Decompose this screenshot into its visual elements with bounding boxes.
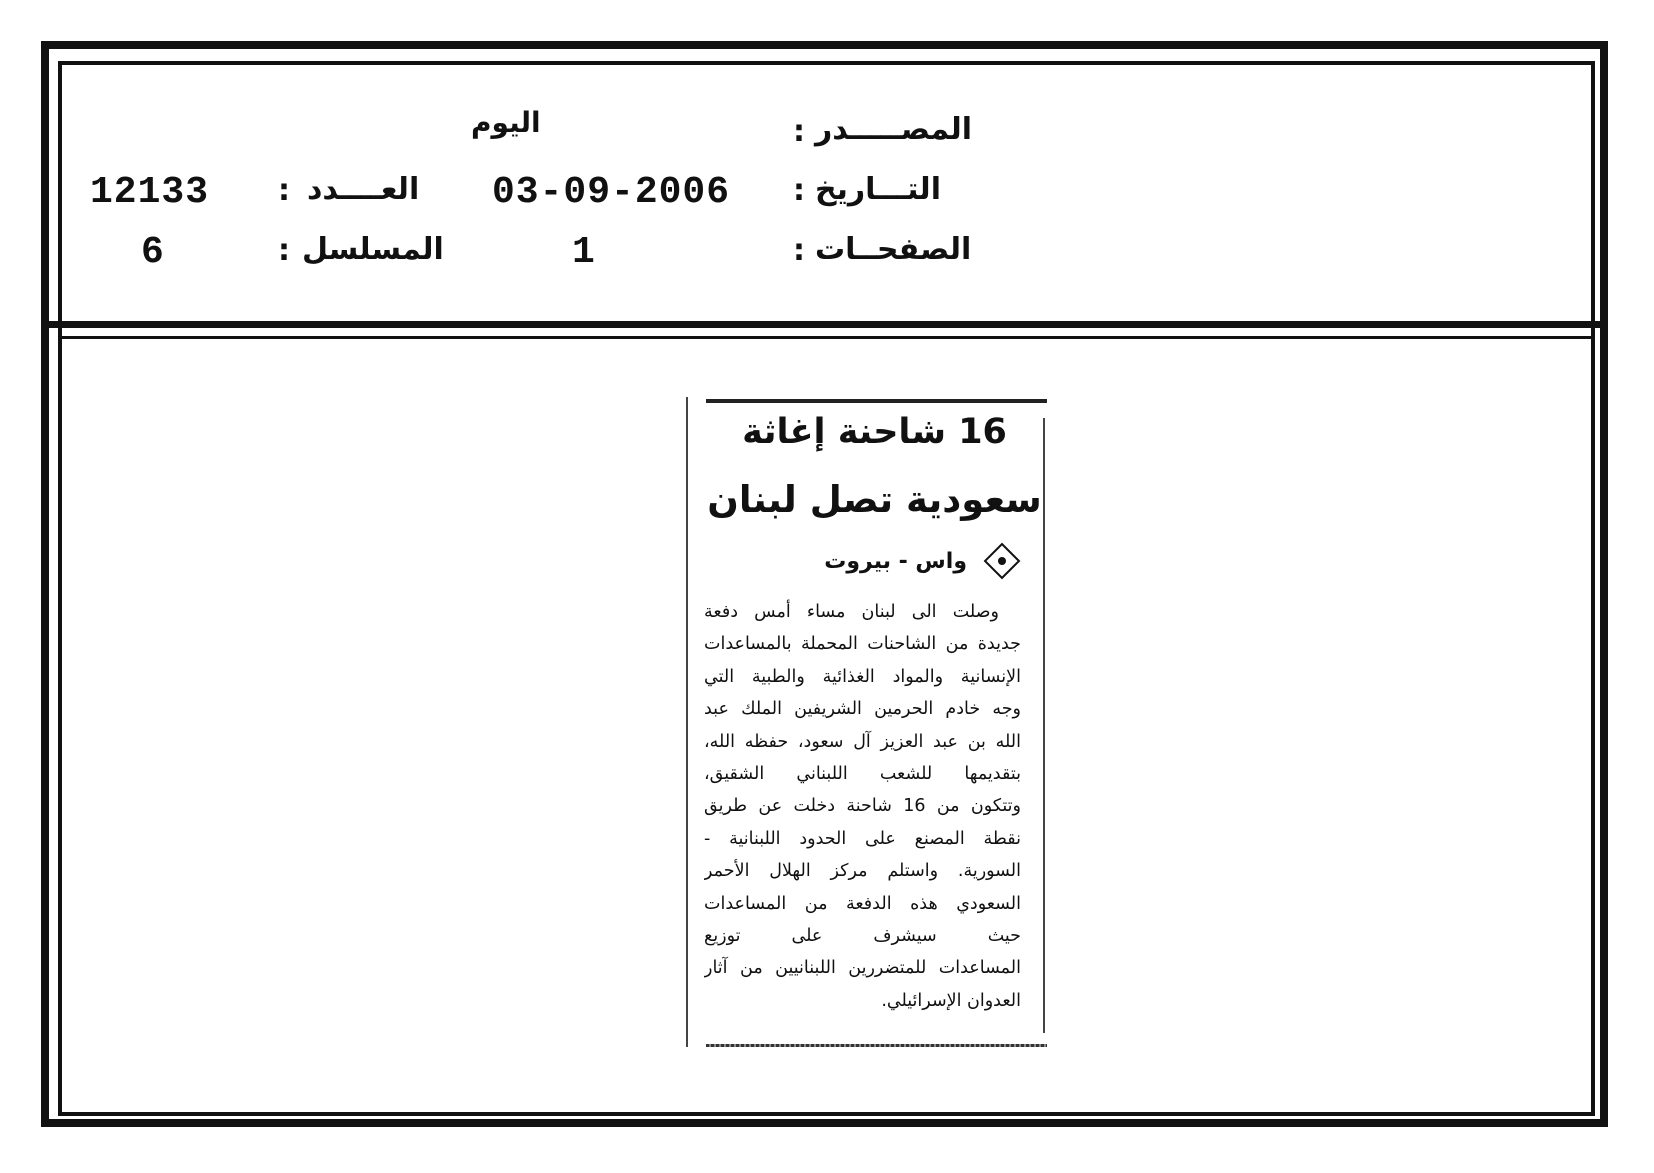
article-top-rule [706,399,1047,403]
article-body-line: وصلت الى لبنان مساء أمس دفعة [704,602,999,622]
article-dateline [790,548,1015,574]
article-body-line: العدوان الإسرائيلي. [881,990,1021,1011]
header-divider [44,321,1606,328]
pages-colon: : [793,233,805,268]
header-divider-thin [58,336,1595,339]
serial-label: المسلسل [302,232,444,267]
pages-value: 1 [572,231,596,274]
article-body-line: السورية. واستلم مركز الهلال الأحمر [704,861,1021,882]
article-body-line: جديدة من الشاحنات المحملة بالمساعدات [704,634,1021,655]
article-headline-line1: 16 شاحنة إغاثة [742,412,1007,452]
source-colon: : [793,114,805,149]
pages-label: الصفحــات [815,232,972,267]
article-body-line: بتقديمها للشعب اللبناني الشقيق، [704,763,1021,784]
article-bottom-rule [706,1044,1047,1047]
article-body [704,596,1021,1017]
article-body-line: المساعدات للمتضررين اللبنانيين من آثار [704,958,1021,979]
source-label: المصـــــدر [815,112,973,147]
article-body-line: السعودي هذه الدفعة من المساعدات [704,893,1021,914]
date-colon: : [793,173,805,208]
article-body-line: وتتكون من 16 شاحنة دخلت عن طريق [704,796,1021,817]
issue-label: العــــدد [307,172,420,207]
dateline-text: واس - بيروت [824,548,967,574]
article-body-line: الله بن عبد العزيز آل سعود، حفظه الله، [704,731,1021,752]
issue-colon: : [278,173,290,208]
article-left-rule [686,397,688,1047]
source-value: اليوم [471,106,541,139]
serial-value: 6 [141,231,165,274]
date-value: 03-09-2006 [492,171,731,214]
serial-colon: : [278,233,290,268]
article-headline-line2: سعودية تصل لبنان [707,478,1042,521]
article-body-line: نقطة المصنع على الحدود اللبنانية - [704,828,1021,849]
agency-logo-icon [984,543,1021,580]
article-right-rule [1043,418,1045,1033]
article-body-line: الإنسانية والمواد الغذائية والطبية التي [704,666,1021,687]
article-body-line: حيث سيشرف على توزيع [704,925,1021,946]
article-body-line: وجه خادم الحرمين الشريفين الملك عبد [704,699,1021,720]
issue-value: 12133 [90,171,210,214]
date-label: التـــاريخ [815,172,941,207]
